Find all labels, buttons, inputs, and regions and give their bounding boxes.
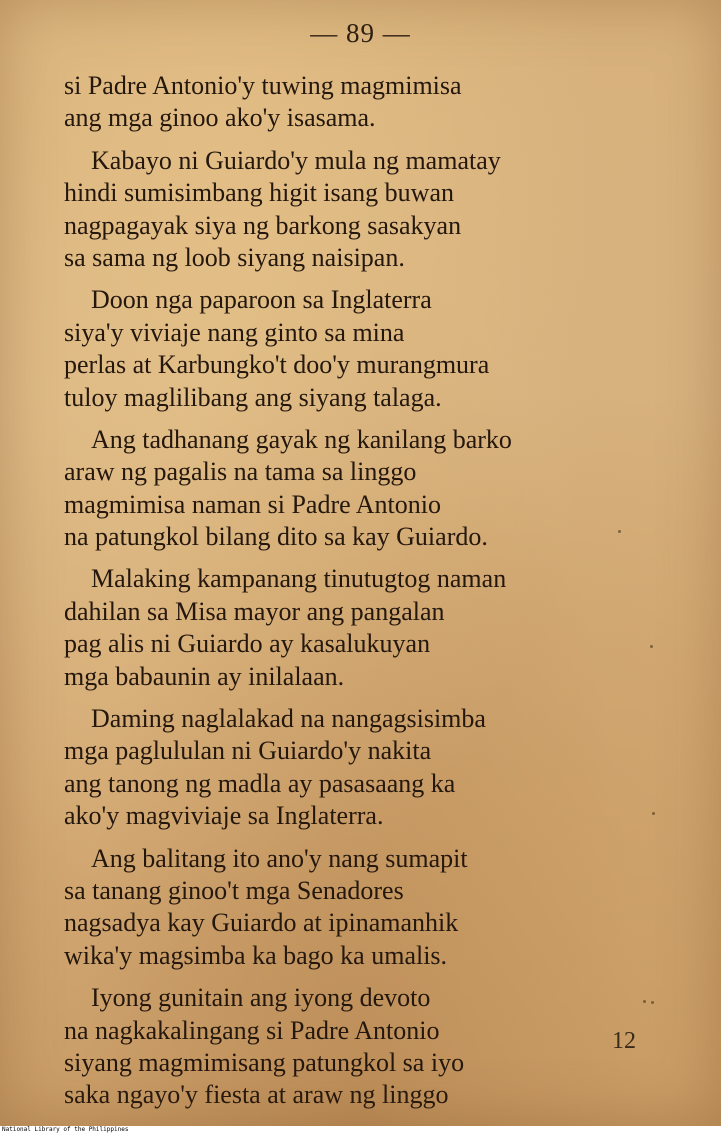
poem-text: [64, 70, 664, 1122]
poem-line: na patungkol bilang dito sa kay Guiardo.: [64, 522, 488, 552]
poem-line: sa tanang ginoo't mga Senadores: [64, 875, 404, 905]
poem-line: si Padre Antonio'y tuwing magmimisa: [64, 71, 462, 100]
poem-line: Iyong gunitain ang iyong devoto: [91, 983, 431, 1013]
print-speck: [650, 645, 653, 648]
stanza: [64, 284, 664, 414]
poem-line: siya'y viviaje nang ginto sa mina: [64, 317, 405, 347]
signature-mark: 12: [612, 1028, 636, 1054]
poem-line: Kabayo ni Guiardo'y mula ng mamatay: [91, 145, 501, 175]
poem-line: wika'y magsimba ka bago ka umalis.: [64, 940, 448, 970]
stanza: [64, 703, 664, 833]
poem-line: saka ngayo'y fiesta at araw ng linggo: [64, 1080, 449, 1110]
poem-line: Ang balitang ito ano'y nang sumapit: [91, 843, 468, 873]
poem-line: araw ng pagalis na tama sa linggo: [64, 457, 417, 487]
stanza: [64, 424, 664, 554]
library-footer: National Library of the Philippines: [2, 1126, 129, 1133]
stanza: [64, 563, 664, 693]
print-speck: [618, 530, 621, 533]
poem-line: Ang tadhanang gayak ng kanilang barko: [91, 424, 512, 454]
stanza: [64, 982, 664, 1112]
poem-line: mga paglululan ni Guiardo'y nakita: [64, 736, 432, 766]
print-speck: [643, 1000, 646, 1003]
poem-line: Malaking kampanang tinutugtog naman: [91, 564, 507, 594]
poem-line: mga babaunin ay inilalaan.: [64, 661, 345, 691]
stanza: [64, 145, 664, 275]
poem-line: na nagkakalingang si Padre Antonio: [64, 1015, 440, 1045]
poem-line: Doon nga paparoon sa Inglaterra: [91, 285, 432, 315]
poem-line: pag alis ni Guiardo ay kasalukuyan: [64, 629, 431, 659]
poem-line: sa sama ng loob siyang naisipan.: [64, 242, 405, 272]
poem-line: ang tanong ng madla ay pasasaang ka: [64, 768, 456, 798]
stanza: [64, 843, 664, 973]
poem-line: perlas at Karbungko't doo'y murangmura: [64, 350, 490, 380]
poem-line: nagpagayak siya ng barkong sasakyan: [64, 210, 462, 240]
print-speck: [652, 812, 655, 815]
stanza: [64, 70, 664, 135]
page-number: — 89 —: [310, 18, 411, 48]
poem-line: magmimisa naman si Padre Antonio: [64, 489, 441, 519]
poem-line: siyang magmimisang patungkol sa iyo: [64, 1047, 465, 1077]
poem-line: ako'y magviviaje sa Inglaterra.: [64, 801, 384, 831]
poem-line: dahilan sa Misa mayor ang pangalan: [64, 596, 445, 626]
poem-line: ang mga ginoo ako'y isasama.: [64, 103, 376, 133]
print-speck: [651, 1001, 654, 1004]
poem-line: tuloy maglilibang ang siyang talaga.: [64, 382, 442, 412]
poem-line: hindi sumisimbang higit isang buwan: [64, 178, 454, 208]
poem-line: nagsadya kay Guiardo at ipinamanhik: [64, 908, 459, 938]
poem-line: Daming naglalakad na nangagsisimba: [91, 704, 486, 734]
